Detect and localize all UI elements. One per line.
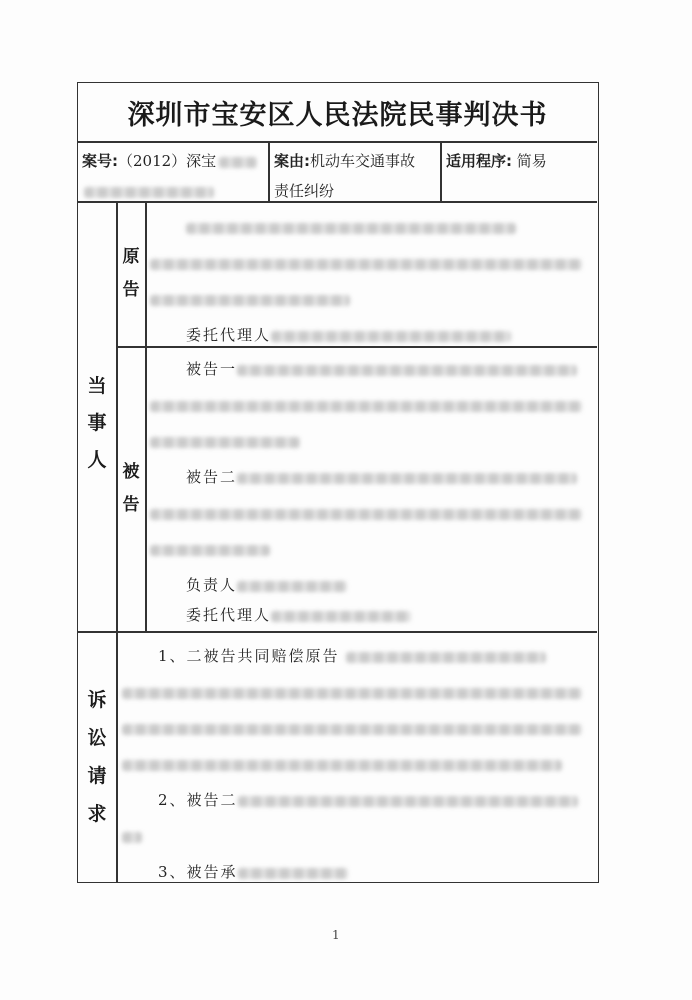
procedure-value: 简易 (516, 152, 547, 170)
redacted-text (271, 331, 511, 342)
claims-section-label: 诉 讼 请 求 (87, 689, 107, 825)
redacted-text (122, 832, 142, 843)
redacted-text (219, 157, 257, 168)
redacted-text (150, 545, 270, 556)
parties-section-label: 当 事 人 (87, 375, 107, 471)
redacted-text (150, 295, 350, 306)
redacted-text (150, 437, 300, 448)
redacted-text (122, 724, 582, 735)
defendant2-line (150, 459, 592, 495)
claim-item-1: 1、二被告共同赔偿原告 (122, 638, 592, 674)
plaintiff-label: 原 告 (122, 247, 140, 300)
defendant1-label: 被告一 (186, 360, 238, 378)
redacted-text (346, 652, 546, 663)
redacted-text (237, 581, 347, 592)
divider (440, 141, 442, 202)
redacted-text (238, 868, 348, 879)
defendant-agent-line (150, 597, 592, 633)
case-cause-line1: 机动车交通事故 (310, 152, 416, 170)
defendant-label: 被 告 (122, 462, 140, 515)
claim-item-2: 2、被告二 (122, 782, 592, 818)
redacted-text (150, 259, 582, 270)
redacted-text (271, 611, 411, 622)
divider (78, 201, 597, 203)
defendant-agent-label: 委托代理人 (186, 606, 272, 624)
judgment-table (77, 82, 599, 883)
redacted-text (186, 223, 516, 234)
document-title: 深圳市宝安区人民法院民事判决书 (127, 99, 548, 131)
case-number-cell (82, 146, 267, 206)
procedure-label: 适用程序: (446, 152, 512, 170)
redacted-text (238, 796, 578, 807)
redacted-text (122, 760, 562, 771)
redacted-text (150, 509, 582, 520)
redacted-text (237, 473, 577, 484)
responsible-person-label: 负责人 (186, 576, 238, 594)
plaintiff-agent-line (150, 317, 592, 353)
case-cause-cell (274, 146, 444, 206)
divider (268, 141, 270, 202)
defendant2-label: 被告二 (186, 468, 238, 486)
redacted-text (237, 365, 577, 376)
case-cause-line2: 责任纠纷 (274, 182, 335, 200)
redacted-text (122, 688, 582, 699)
redacted-text (84, 187, 214, 198)
procedure-cell (446, 146, 596, 176)
page-number: 1 (332, 928, 340, 942)
case-number-label: 案号: (82, 152, 118, 170)
defendant1-line (150, 351, 592, 387)
plaintiff-agent-label: 委托代理人 (186, 326, 272, 344)
case-number-value: （2012）深宝 (118, 152, 217, 170)
claim-item-3: 3、被告承 (122, 854, 592, 890)
case-cause-label: 案由: (274, 152, 310, 170)
divider (78, 141, 597, 143)
redacted-text (150, 401, 582, 412)
